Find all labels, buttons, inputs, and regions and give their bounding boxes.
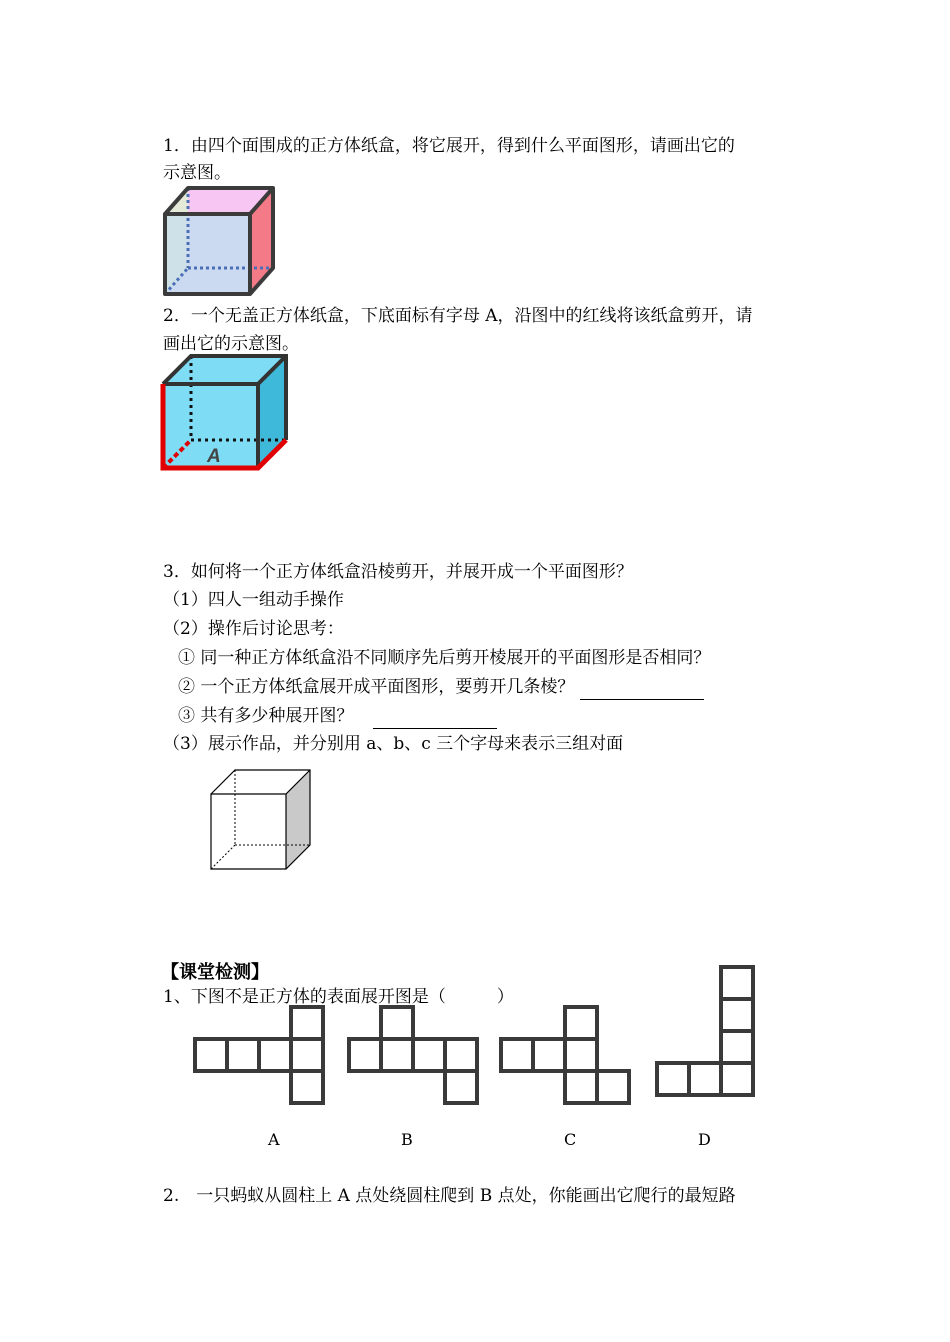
- q3-item3-row: [178, 703, 497, 729]
- q3-text-line1: 3．如何将一个正方体纸盒沿棱剪开，并展开成一个平面图形？: [163, 562, 633, 582]
- q3-item2: ② 一个正方体纸盒展开成平面图形，要剪开几条棱？: [178, 677, 575, 697]
- q1-cube-figure: [160, 186, 280, 296]
- q3-item2-answer-blank[interactable]: [580, 681, 704, 700]
- net-option-b: [347, 1005, 483, 1105]
- check-heading: 【课堂检测】: [161, 962, 269, 983]
- option-label-a: A: [268, 1130, 280, 1149]
- check-q2-text: 2. 一只蚂蚁从圆柱上 A 点处绕圆柱爬到 B 点处，你能画出它爬行的最短路: [163, 1186, 736, 1206]
- q3-sub3: （3）展示作品，并分别用 a、b、c 三个字母来表示三组对面: [163, 734, 624, 754]
- check-q1-text: 1、下图不是正方体的表面展开图是（ ）: [163, 987, 514, 1007]
- net-option-a: [193, 1005, 327, 1105]
- q1-text-line1: 1．由四个面围成的正方体纸盒，将它展开，得到什么平面图形，请画出它的: [163, 136, 735, 156]
- option-label-c: C: [564, 1130, 577, 1149]
- option-label-b: B: [401, 1130, 413, 1149]
- q2-cube-label: A: [207, 446, 221, 467]
- q3-sub2: （2）操作后讨论思考：: [163, 619, 344, 639]
- q3-item3-answer-blank[interactable]: [373, 710, 497, 729]
- q3-cube-figure: [210, 769, 314, 871]
- q2-text-line2: 画出它的示意图。: [163, 334, 299, 354]
- q3-item3: ③ 共有多少种展开图？: [178, 706, 354, 726]
- q3-sub1: （1）四人一组动手操作: [163, 590, 344, 610]
- q2-cube-figure: [158, 352, 290, 474]
- q2-text-line1: 2．一个无盖正方体纸盒，下底面标有字母 A，沿图中的红线将该纸盒剪开，请: [163, 306, 753, 326]
- net-option-d: [653, 965, 759, 1099]
- net-option-c: [499, 1005, 635, 1105]
- q1-text-line2: 示意图。: [163, 163, 231, 183]
- option-label-d: D: [698, 1130, 711, 1149]
- q3-item2-row: [178, 674, 704, 700]
- q3-item1: ① 同一种正方体纸盒沿不同顺序先后剪开棱展开的平面图形是否相同？: [178, 648, 711, 668]
